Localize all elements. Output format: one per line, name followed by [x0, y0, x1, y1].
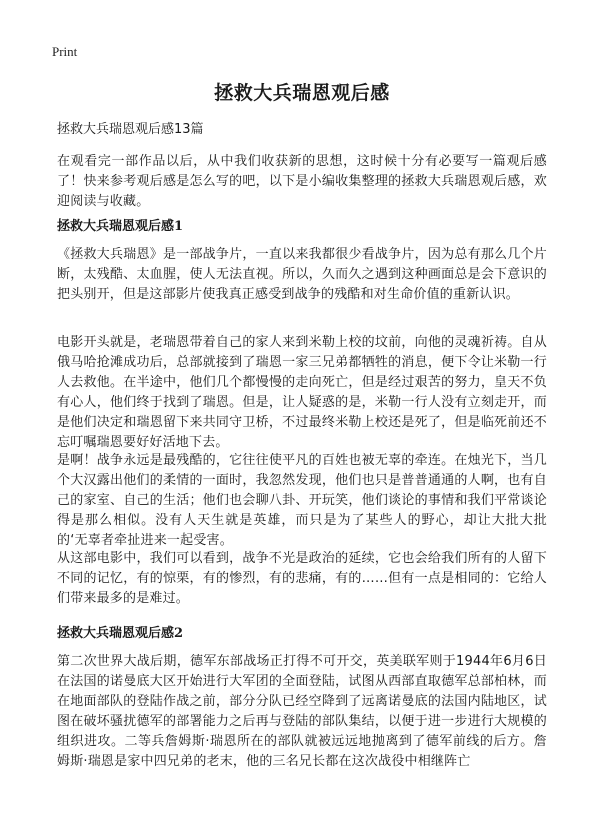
section-heading-1: 拯救大兵瑞恩观后感1 [57, 219, 184, 234]
section-2-paragraph-1: 第二次世界大战后期，德军东部战场正打得不可开交，英美联军则于1944年6月6日在法国的诺曼底大区开始进行大军团的全面登陆，试图从西部直取德军总部柏林，而在地面部队的登陆作战之前，部分分队已经空降到了远离诺曼底的法国内陆地区，试图在破坏骚扰德军的部署能力之后再与登陆的部队集结，以便于进一步进行大规模的组织进攻。二等兵詹姆斯·瑞恩所在的部队就被远远地抛离到了德军前线的后方。詹姆斯·瑞恩是家中四兄弟的老末，他的三名兄长都在这次战役中相继阵亡 [57, 654, 547, 769]
intro-paragraph: 在观看完一部作品以后，从中我们收获新的思想，这时候十分有必要写一篇观后感了！快来参考观后感是怎么写的吧，以下是小编收集整理的拯救大兵瑞恩观后感，欢迎阅读与收藏。 [57, 154, 547, 209]
section-1-paragraph-4: 从这部电影中，我们可以看到，战争不光是政治的延续，它也会给我们所有的人留下不同的记忆，有的惊栗，有的惨烈，有的悲痛，有的……但有一点是相同的：它给人们带来最多的是难过。 [57, 551, 547, 606]
section-1-paragraph-1: 《拯救大兵瑞恩》是一部战争片，一直以来我都很少看战争片，因为总有那么几个片断，太残酷、太血腥，使人无法直视。所以，久而久之遇到这种画面总是会下意识的把头别开，但是这部影片使我真正感受到战争的残酷和对生命价值的重新认识。 [57, 247, 547, 302]
section-1-paragraph-2: 电影开头就是，老瑞恩带着自己的家人来到米勒上校的坟前，向他的灵魂祈祷。自从俄马哈抢滩成功后，总部就接到了瑞恩一家三兄弟都牺牲的消息，便下令让米勒一行人去救他。在半途中，他们几个都慢慢的走向死亡，但是经过艰苦的努力，皇天不负有心人，他们终于找到了瑞恩。但是，让人疑惑的是，米勒一行人没有立刻走开，而是他们决定和瑞恩留下来共同守卫桥，不过最终米勒上校还是死了，但是临死前还不忘叮嘱瑞恩要好好活地下去。 [57, 335, 547, 450]
page-title: 拯救大兵瑞恩观后感 [214, 82, 390, 104]
document-subtitle: 拯救大兵瑞恩观后感13篇 [57, 122, 204, 137]
section-1-paragraph-3: 是啊！战争永远是最残酷的，它往往使平凡的百姓也被无辜的牵连。在烛光下，当几个大汉露出他们的柔情的一面时，我忽然发现，他们也只是普普通通的人啊，也有自己的家室、自己的生活；他们也会聊八卦、开玩笑，他们谈论的事情和我们平常谈论得是那么相似。没有人天生就是英雄，而只是为了某些人的野心，却让大批大批的‘无辜者牵扯进来一起受害。 [57, 453, 547, 548]
print-link[interactable]: Print [52, 44, 78, 59]
section-heading-2: 拯救大兵瑞恩观后感2 [57, 626, 184, 641]
